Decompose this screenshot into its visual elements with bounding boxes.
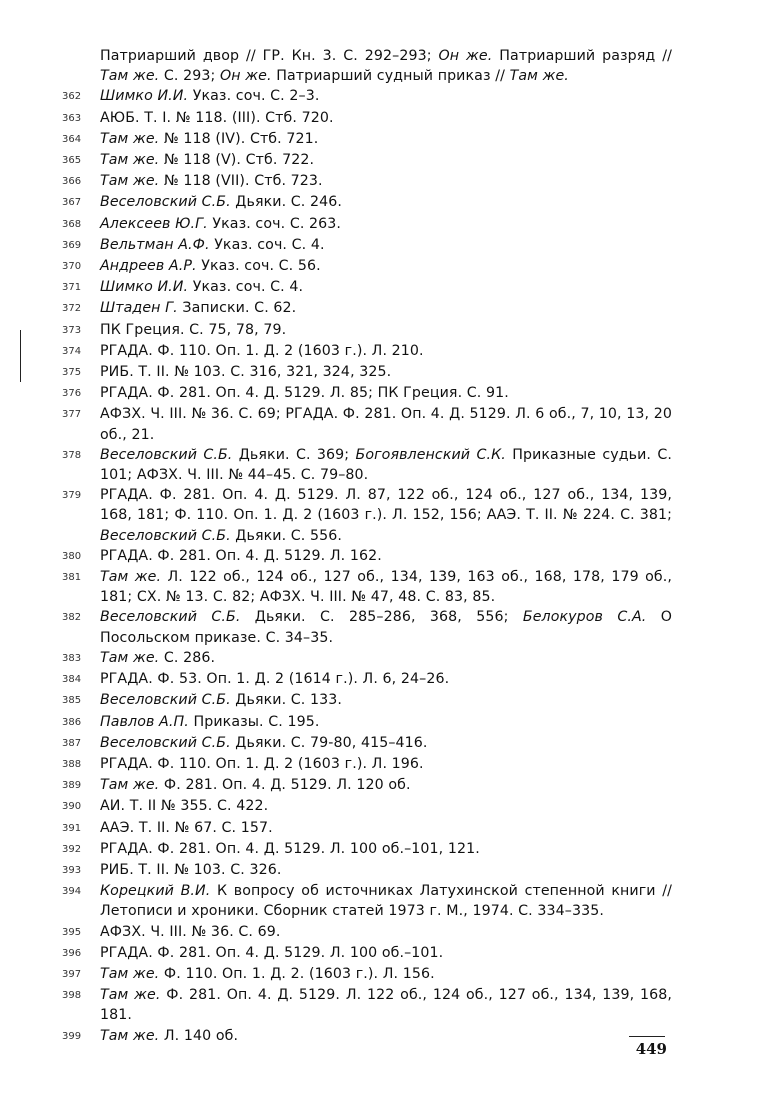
endnote-segment: Ф. 281. Оп. 4. Д. 5129. Л. 122 об., 124 об., 127 об., 134, 139, 168, 181. (100, 987, 672, 1024)
endnote-segment: № 118 (V). Стб. 722. (159, 152, 315, 169)
endnote-segment: № 118 (IV). Стб. 721. (159, 130, 319, 147)
endnote-author-or-ref: Там же. (100, 569, 162, 586)
endnote (62, 943, 672, 964)
endnote (62, 46, 672, 86)
endnote (62, 546, 672, 567)
endnote-number: 376 (62, 388, 82, 400)
endnote-author-or-ref: Веселовский С.Б. (100, 734, 231, 751)
endnote-text (100, 690, 672, 710)
endnote-author-or-ref: Белокуров С.А. (522, 609, 647, 626)
endnote-segment: Дьяки. С. 133. (230, 692, 343, 709)
endnote-number: 366 (62, 176, 82, 188)
endnote-segment: АЮБ. Т. I. № 118. (III). Стб. 720. (100, 109, 334, 126)
endnote-text (100, 985, 672, 1025)
endnote-number: 381 (62, 572, 82, 584)
endnote-author-or-ref: Там же. (100, 649, 160, 666)
endnote-author-or-ref: Он же. (438, 48, 493, 64)
endnote-segment: АФЗХ. Ч. III. № 36. С. 69; РГАДА. Ф. 281. Оп. 4. Д. 5129. Л. 6 об., 7, 10, 13, 20 об., 21. (100, 406, 672, 443)
endnote-number: 392 (62, 843, 82, 855)
endnote-text (100, 108, 672, 128)
endnote-segment: Л. 122 об., 124 об., 127 об., 134, 139, 163 об., 168, 178, 179 об., 181; СХ. № 13. С. 82; АФЗХ. Ч. III. № 47, 48. С. 83, 85. (100, 569, 672, 606)
endnote-segment: Ф. 110. Оп. 1. Д. 2. (1603 г.). Л. 156. (159, 965, 435, 982)
endnote (62, 860, 672, 881)
endnote-number: 386 (62, 716, 82, 728)
endnote-segment: РГАДА. Ф. 281. Оп. 4. Д. 5129. Л. 100 об.–101, 121. (100, 840, 480, 857)
endnote (62, 192, 672, 213)
endnote-text (100, 860, 672, 880)
endnote-segment: Патриарший разряд // (492, 48, 672, 64)
endnote (62, 796, 672, 817)
endnote (62, 129, 672, 150)
endnote-text (100, 235, 672, 255)
endnote (62, 150, 672, 171)
endnote (62, 485, 672, 546)
endnote-number: 372 (62, 303, 82, 315)
endnote (62, 985, 672, 1025)
endnote-segment: ААЭ. Т. II. № 67. С. 157. (100, 819, 273, 836)
endnote-author-or-ref: Там же. (100, 130, 160, 147)
endnote-segment: РГАДА. Ф. 110. Оп. 1. Д. 2 (1603 г.). Л. 196. (100, 755, 424, 772)
endnote-author-or-ref: Там же. (100, 152, 160, 169)
endnote-text (100, 546, 672, 566)
endnote-segment: Указ. соч. С. 263. (207, 215, 342, 232)
endnote-author-or-ref: Веселовский С.Б. (100, 194, 231, 211)
endnote-text (100, 150, 672, 170)
endnote-text (100, 881, 672, 921)
endnote-text (100, 341, 672, 361)
endnote-segment: О Посольском приказе. С. 34–35. (100, 609, 673, 646)
endnote (62, 383, 672, 404)
endnote-number: 390 (62, 801, 82, 813)
endnote-segment: РГАДА. Ф. 281. Оп. 4. Д. 5129. Л. 100 об.–101. (100, 944, 444, 961)
endnote-text (100, 86, 672, 106)
endnote-number: 395 (62, 926, 82, 938)
endnote-number: 370 (62, 261, 82, 273)
endnote (62, 733, 672, 754)
endnote-segment: Указ. соч. С. 4. (188, 279, 304, 296)
endnote-text (100, 922, 672, 942)
endnote-author-or-ref: Там же. (100, 173, 160, 190)
endnote-author-or-ref: Там же. (509, 68, 569, 85)
endnote (62, 108, 672, 129)
endnote-segment: Приказы. С. 195. (188, 713, 320, 730)
endnote-number: 378 (62, 449, 82, 461)
endnote-segment: С. 293; (159, 68, 221, 85)
page-number: 449 (635, 1040, 667, 1058)
endnote-text (100, 839, 672, 859)
endnote (62, 648, 672, 669)
endnote-segment: РГАДА. Ф. 281. Оп. 4. Д. 5129. Л. 85; ПК Греция. С. 91. (100, 385, 509, 402)
endnote (62, 214, 672, 235)
endnote-author-or-ref: Веселовский С.Б. (100, 609, 241, 626)
endnote-number: 362 (62, 91, 82, 103)
endnote-number: 369 (62, 239, 82, 251)
endnote-author-or-ref: Веселовский С.Б. (100, 527, 231, 544)
endnote-text (100, 46, 672, 86)
endnote-number: 363 (62, 112, 82, 124)
endnote-number: 373 (62, 324, 82, 336)
endnote-author-or-ref: Штаден Г. (100, 300, 178, 317)
endnote-text (100, 277, 672, 297)
endnote-text (100, 669, 672, 689)
endnote-number: 383 (62, 652, 82, 664)
endnote-segment: Дьяки. С. 369; (232, 446, 356, 463)
endnote-number: 379 (62, 490, 82, 502)
endnote (62, 607, 672, 647)
endnote-text (100, 214, 672, 234)
endnote-number: 387 (62, 737, 82, 749)
endnote-text (100, 733, 672, 753)
endnote-text (100, 485, 672, 546)
endnote-number: 397 (62, 968, 82, 980)
endnote-number: 368 (62, 218, 82, 230)
endnote-segment: К вопросу об источниках Латухинской степенной книги // Летописи и хроники. Сборник статей 1973 г. М., 1974. С. 334–335. (100, 883, 672, 920)
endnote-segment: Дьяки. С. 246. (230, 194, 343, 211)
endnote-number (62, 46, 100, 47)
endnote-number: 385 (62, 695, 82, 707)
endnote-number: 371 (62, 282, 82, 294)
endnote-author-or-ref: Богоявленский С.К. (355, 446, 506, 463)
endnote-segment: РИБ. Т. II. № 103. С. 316, 321, 324, 325. (100, 364, 392, 381)
endnote-segment: РГАДА. Ф. 281. Оп. 4. Д. 5129. Л. 87, 122 об., 124 об., 127 об., 134, 139, 168, 181; Ф. 110. Оп. 1. Д. 2 (1603 г.). Л. 152, 156; ААЭ. Т. II. № 224. С. 381; (100, 487, 672, 524)
endnote-segment: Патриарший двор // ГР. Кн. 3. С. 292–293; (100, 48, 439, 64)
endnote-number: 365 (62, 155, 82, 167)
endnote-segment: С. 286. (159, 649, 216, 666)
endnote-text (100, 712, 672, 732)
endnote-segment: РГАДА. Ф. 53. Оп. 1. Д. 2 (1614 г.). Л. 6, 24–26. (100, 671, 450, 688)
endnote-text (100, 775, 672, 795)
endnote-number: 384 (62, 674, 82, 686)
endnote-text (100, 404, 672, 444)
endnote-segment: Записки. С. 62. (177, 300, 297, 317)
endnote-text (100, 362, 672, 382)
endnote (62, 256, 672, 277)
endnote-segment: Патриарший судный приказ // (271, 68, 510, 85)
endnote-author-or-ref: Там же. (100, 68, 160, 85)
endnote-text (100, 129, 672, 149)
endnote-segment: Приказные судьи. С. 101; АФЗХ. Ч. III. № 44–45. С. 79–80. (100, 446, 672, 484)
endnote-segment: РИБ. Т. II. № 103. С. 326. (100, 861, 282, 878)
endnote (62, 171, 672, 192)
endnote-author-or-ref: Там же. (100, 1027, 160, 1044)
endnote-text (100, 607, 672, 647)
endnote (62, 922, 672, 943)
endnote-segment: Дьяки. С. 79-80, 415–416. (230, 734, 428, 751)
endnote-text (100, 383, 672, 403)
endnote-segment: Дьяки. С. 285–286, 368, 556; (240, 609, 523, 626)
endnote-author-or-ref: Корецкий В.И. (100, 883, 211, 900)
endnote-segment: РГАДА. Ф. 281. Оп. 4. Д. 5129. Л. 162. (100, 547, 382, 564)
endnote (62, 362, 672, 383)
endnote (62, 690, 672, 711)
endnote-author-or-ref: Там же. (100, 777, 160, 794)
endnote-segment: Указ. соч. С. 56. (196, 258, 321, 275)
page-number-rule (629, 1036, 665, 1037)
endnote-number: 396 (62, 947, 82, 959)
endnote-text (100, 192, 672, 212)
endnote-author-or-ref: Алексеев Ю.Г. (100, 215, 208, 232)
endnote (62, 754, 672, 775)
endnote-text (100, 648, 672, 668)
endnote-author-or-ref: Павлов А.П. (100, 713, 189, 730)
endnote-text (100, 964, 672, 984)
endnote (62, 86, 672, 107)
endnote-number: 393 (62, 864, 82, 876)
endnote (62, 839, 672, 860)
endnote-author-or-ref: Там же. (100, 965, 160, 982)
endnote-author-or-ref: Шимко И.И. (100, 279, 189, 296)
endnote-author-or-ref: Он же. (220, 68, 272, 85)
endnote-segment: Л. 140 об. (159, 1027, 239, 1044)
endnote (62, 298, 672, 319)
endnote-segment: Дьяки. С. 556. (230, 527, 343, 544)
endnote-number: 389 (62, 780, 82, 792)
endnote-author-or-ref: Шимко И.И. (100, 88, 189, 105)
endnote (62, 341, 672, 362)
endnote-text (100, 943, 672, 963)
endnote-number: 374 (62, 345, 82, 357)
endnote-segment: № 118 (VII). Стб. 723. (159, 173, 323, 190)
endnote-text (100, 754, 672, 774)
endnote-number: 375 (62, 367, 82, 379)
endnote (62, 235, 672, 256)
endnote-text (100, 298, 672, 318)
endnote-author-or-ref: Там же. (100, 987, 161, 1004)
endnote-number: 367 (62, 197, 82, 209)
endnote (62, 964, 672, 985)
endnote-text (100, 445, 672, 485)
endnote-number: 380 (62, 550, 82, 562)
endnote-text (100, 256, 672, 276)
endnote-number: 377 (62, 409, 82, 421)
endnote-number: 391 (62, 822, 82, 834)
endnote (62, 320, 672, 341)
endnote-segment: Ф. 281. Оп. 4. Д. 5129. Л. 120 об. (159, 777, 411, 794)
endnote (62, 881, 672, 921)
endnote-text (100, 567, 672, 607)
endnote-segment: РГАДА. Ф. 110. Оп. 1. Д. 2 (1603 г.). Л. 210. (100, 342, 424, 359)
endnote (62, 712, 672, 733)
endnote-number: 398 (62, 990, 82, 1002)
endnote-text (100, 320, 672, 340)
endnote-number: 388 (62, 758, 82, 770)
endnote-number: 364 (62, 133, 82, 145)
endnote-segment: АИ. Т. II № 355. С. 422. (100, 798, 269, 815)
endnote-text (100, 796, 672, 816)
endnote (62, 1026, 672, 1047)
endnote-segment: Указ. соч. С. 4. (209, 236, 325, 253)
endnote-text (100, 818, 672, 838)
endnote-author-or-ref: Вельтман А.Ф. (100, 236, 210, 253)
endnote (62, 818, 672, 839)
endnote-author-or-ref: Веселовский С.Б. (100, 446, 233, 463)
endnote (62, 669, 672, 690)
endnote-segment: АФЗХ. Ч. III. № 36. С. 69. (100, 923, 281, 940)
endnote (62, 404, 672, 444)
endnote-text (100, 1026, 672, 1046)
endnote-author-or-ref: Веселовский С.Б. (100, 692, 231, 709)
endnote-author-or-ref: Андреев А.Р. (100, 258, 197, 275)
endnote-text (100, 171, 672, 191)
margin-mark (20, 330, 21, 382)
endnote-segment: Указ. соч. С. 2–3. (188, 88, 320, 105)
endnote-segment: ПК Греция. С. 75, 78, 79. (100, 321, 287, 338)
endnote (62, 775, 672, 796)
endnote (62, 277, 672, 298)
endnote-number: 382 (62, 612, 82, 624)
endnote-number: 399 (62, 1030, 82, 1042)
endnotes-list (62, 46, 672, 1047)
endnote (62, 445, 672, 485)
endnote-number: 394 (62, 886, 82, 898)
endnote (62, 567, 672, 607)
